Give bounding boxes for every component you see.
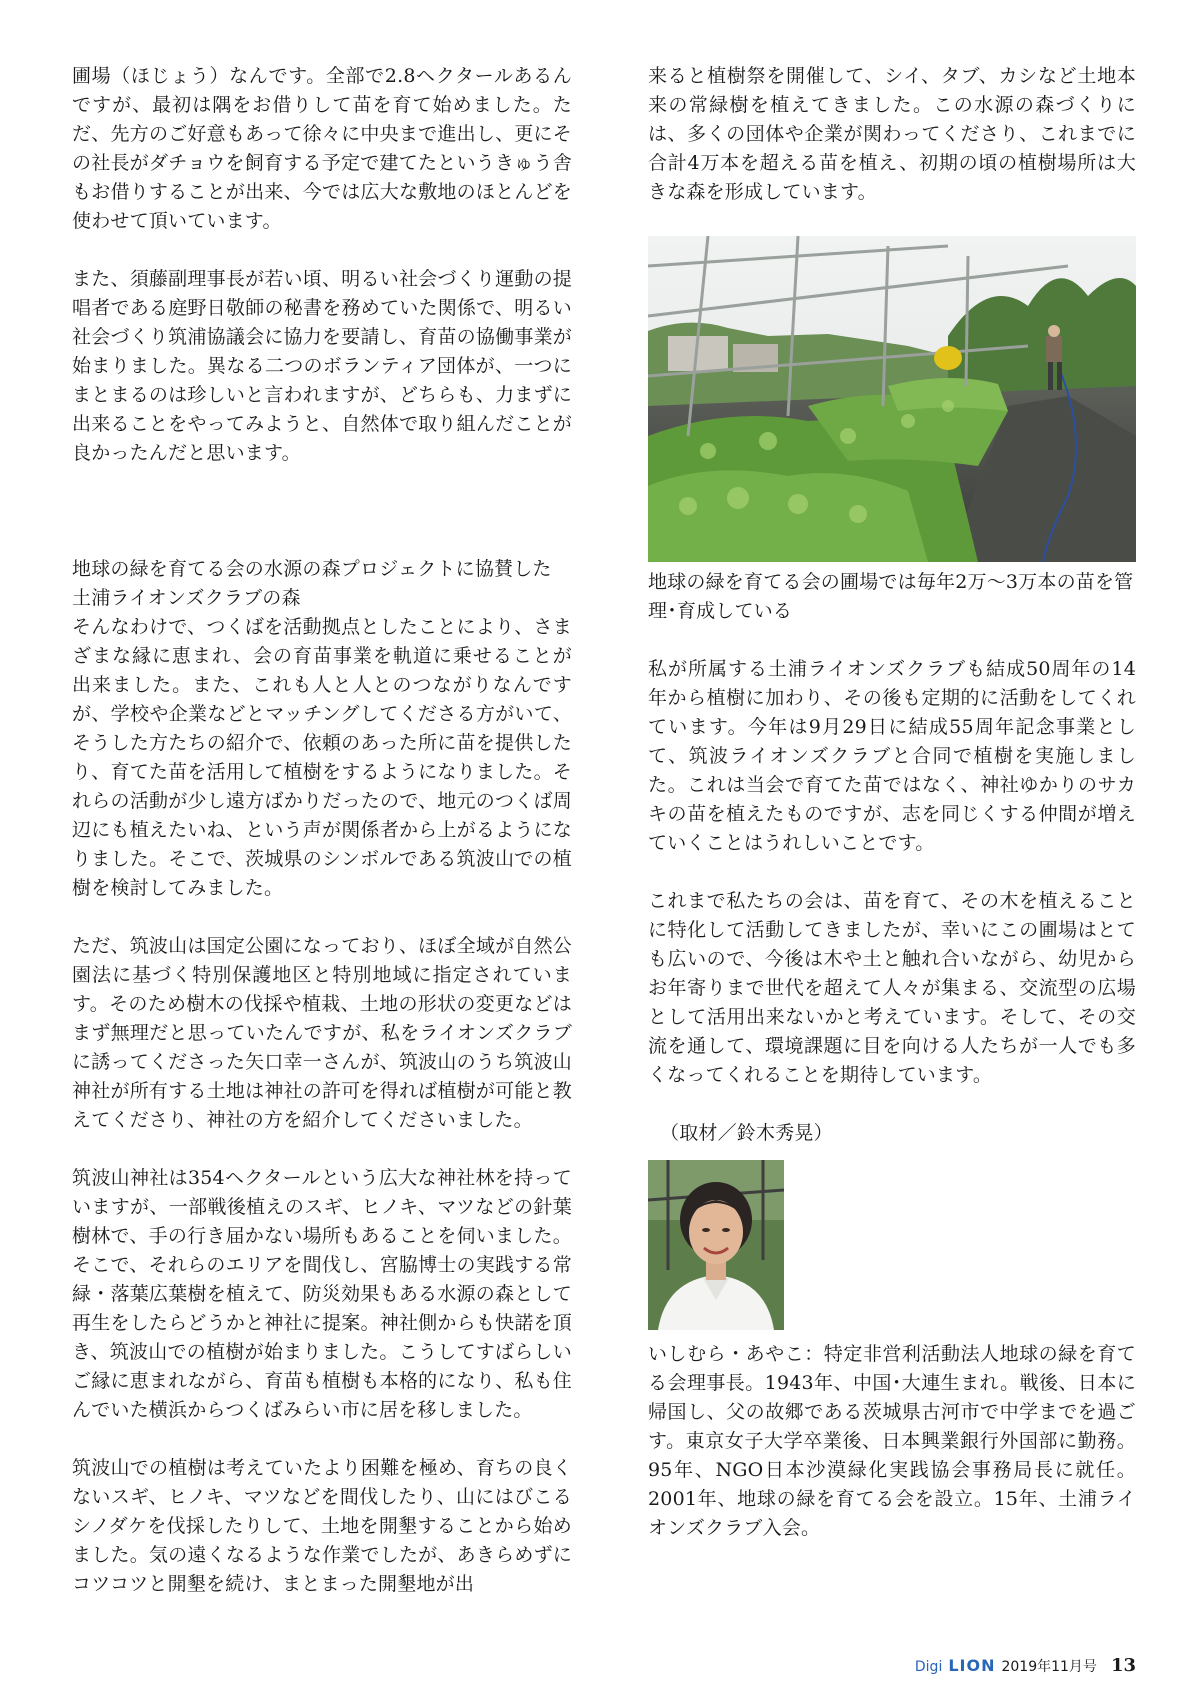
right-column bbox=[648, 62, 1136, 1572]
section-spacer bbox=[72, 497, 572, 555]
left-column bbox=[72, 62, 572, 1599]
article-paragraph: これまで私たちの会は、苗を育て、その木を植えることに特化して活動してきましたが、幸いにこの圃場はとても広いので、今後は木や土と触れ合いながら、幼児からお年寄りまで世代を超えて人々が集まる、交流型の広場として活用出来ないかと考えています。そして、その交流を通して、環境課題に目を向ける人たちが一人でも多くなってくれることを期待しています。 bbox=[648, 890, 1136, 1086]
author-portrait bbox=[648, 1160, 784, 1330]
article-paragraph: 筑波山神社は354ヘクタールという広大な神社林を持っていますが、一部戦後植えのスギ、ヒノキ、マツなどの針葉樹林で、手の行き届かない場所もあることを伺いました。そこで、それらのエリアを間伐し、宮脇博士の実践する常緑・落葉広葉樹を植えて、防災効果もある水源の森として再生をしたらどうかと神社に提案。神社側からも快諾を頂き、筑波山での植樹が始まりました。こうしてすばらしいご縁に恵まれながら、育苗も植樹も本格的になり、私も住んでいた横浜からつくばみらい市に居を移しました。 bbox=[72, 1167, 572, 1421]
article-paragraph: 来ると植樹祭を開催して、シイ、タブ、カシなど土地本来の常緑樹を植えてきました。この水源の森づくりには、多くの団体や企業が関わってくださり、これまでに合計4万本を超える苗を植え、初期の頃の植樹場所は大きな森を形成しています。 bbox=[648, 65, 1136, 203]
page-footer bbox=[915, 1655, 1136, 1676]
article-paragraph: 筑波山での植樹は考えていたより困難を極め、育ちの良くないスギ、ヒノキ、マツなどを間伐したり、山にはびこるシノダケを伐採したりして、土地を開墾することから始めました。気の遠くなるような作業でしたが、あきらめずにコツコツと開墾を続け、まとまった開墾地が出 bbox=[72, 1457, 572, 1595]
subhead-line-2: 土浦ライオンズクラブの森 bbox=[72, 587, 301, 609]
subhead-line-1: 地球の緑を育てる会の水源の森プロジェクトに協賛した bbox=[72, 558, 552, 580]
brand-name: LION bbox=[948, 1656, 996, 1675]
article-paragraph: また、須藤副理事長が若い頃、明るい社会づくり運動の提唱者である庭野日敬師の秘書を務めていた関係で、明るい社会づくり筑浦協議会に協力を要請し、育苗の協働事業が始まりました。異なる二つのボランティア団体が、一つにまとまるのは珍しいと言われますが、どちらも、力まずに出来ることをやってみようと、自然体で取り組んだことが良かったんだと思います。 bbox=[72, 268, 572, 464]
article-paragraph: そんなわけで、つくばを活動拠点としたことにより、さまざまな縁に恵まれ、会の育苗事業を軌道に乗せることが出来ました。また、これも人と人とのつながりなんですが、学校や企業などとマッチングしてくださる方がいて、そうした方たちの紹介で、依頼のあった所に苗を提供したり、育てた苗を活用して植樹をするようになりました。それらの活動が少し遠方ばかりだったので、地元のつくば周辺にも植えたいね、という声が関係者から上がるようになりました。そこで、茨城県のシンボルである筑波山での植樹を検討してみました。 bbox=[72, 616, 572, 899]
section-subhead bbox=[72, 555, 572, 613]
article-paragraph: 私が所属する土浦ライオンズクラブも結成50周年の14年から植樹に加わり、その後も定期的に活動をしてくれています。今年は9月29日に結成55周年記念事業として、筑波ライオンズクラブと合同で植樹を実施しました。これは当会で育てた苗ではなく、神社ゆかりのサカキの苗を植えたものですが、志を同じくする仲間が増えていくことはうれしいことです。 bbox=[648, 658, 1136, 854]
issue-label: 2019年11月号 bbox=[1001, 1659, 1097, 1675]
nursery-photo bbox=[648, 236, 1136, 562]
photo-caption: 地球の緑を育てる会の圃場では毎年2万〜3万本の苗を管理･育成している bbox=[648, 571, 1134, 622]
article-paragraph: ただ、筑波山は国定公園になっており、ほぼ全域が自然公園法に基づく特別保護地区と特別地域に指定されています。そのため樹木の伐採や植栽、土地の形状の変更などはまず無理だと思っていたんですが、私をライオンズクラブに誘ってくださった矢口幸一さんが、筑波山のうち筑波山神社が所有する土地は神社の許可を得れば植樹が可能と教えてくださり、神社の方を紹介してくださいました。 bbox=[72, 935, 572, 1131]
article-paragraph: 圃場（ほじょう）なんです。全部で2.8ヘクタールあるんですが、最初は隅をお借りして苗を育て始めました。ただ、先方のご好意もあって徐々に中央まで進出し、更にその社長がダチョウを飼育する予定で建てたというきゅう舎もお借りすることが出来、今では広大な敷地のほとんどを使わせて頂いています。 bbox=[72, 65, 572, 232]
author-bio: いしむら・あやこ：特定非営利活動法人地球の緑を育てる会理事長。1943年、中国･大連生まれ。戦後、日本に帰国し、父の故郷である茨城県古河市で中学までを過ごす。東京女子大学卒業後、日本興業銀行外国部に勤務。95年、NGO日本沙漠緑化実践協会事務局長に就任。2001年、地球の緑を育てる会を設立。15年、土浦ライオンズクラブ入会。 bbox=[648, 1343, 1136, 1539]
interview-credit: （取材／鈴木秀晃） bbox=[660, 1122, 833, 1144]
brand-prefix: Digi bbox=[914, 1659, 943, 1675]
page-number: 13 bbox=[1110, 1655, 1136, 1676]
